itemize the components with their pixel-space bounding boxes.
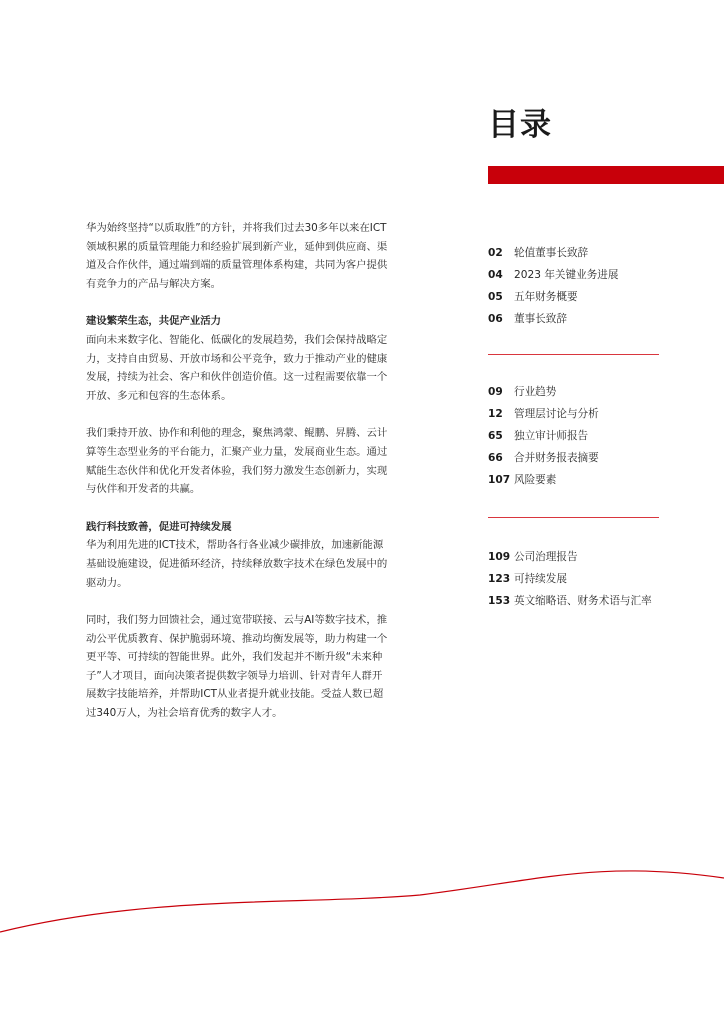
toc-label: 2023 年关键业务进展 [514,269,619,281]
toc-item[interactable] [488,568,724,590]
toc-page-number: 12 [488,408,503,420]
toc-page-number: 06 [488,313,503,325]
decorative-wave-line [0,840,724,950]
toc-label: 独立审计师报告 [514,430,589,442]
tech-paragraph-2: 同时，我们努力回馈社会，通过宽带联接、云与AI等数字技术，推动公平优质教育、保护脆弱环境、推动均衡发展等，助力构建一个更平等、可持续的智能世界。此外，我们发起并不断升级“未来种子”人才项目，面向决策者提供数字领导力培训、针对青年人群开展数字技能培养，并帮助ICT从业者提升就业技能。受益人数已超过340万人，为社会培育优秀的数字人才。 [86,614,388,720]
toc-item[interactable] [488,308,724,330]
title-accent-bar [488,166,724,184]
toc-item[interactable] [488,286,724,308]
toc-label: 轮值董事长致辞 [514,247,589,259]
toc-page-number: 65 [488,430,503,442]
toc-item[interactable] [488,590,724,612]
toc-label: 五年财务概要 [514,291,578,303]
toc-label: 可持续发展 [514,573,567,585]
ecosystem-paragraph-1: 面向未来数字化、智能化、低碳化的发展趋势，我们会保持战略定力，支持自由贸易、开放市场和公平竞争，致力于推动产业的健康发展，持续为社会、客户和伙伴创造价值。这一过程需要依靠一个开放、多元和包容的生态体系。 [86,333,388,402]
body-text [86,219,388,742]
toc-item[interactable] [488,546,724,568]
toc-item[interactable] [488,403,724,425]
toc-label: 合并财务报表摘要 [514,452,599,464]
toc-page-number: 04 [488,269,503,281]
toc-page-number: 109 [488,551,511,563]
toc-item[interactable] [488,425,724,447]
toc-item[interactable] [488,381,724,403]
toc-page-number: 123 [488,573,511,585]
page-title: 目录 [488,107,552,143]
toc-group-2 [488,381,724,491]
toc-page-number: 02 [488,247,503,259]
tech-heading: 践行科技致善，促进可持续发展 [86,520,232,533]
toc-label: 英文缩略语、财务术语与汇率 [514,595,652,607]
toc-divider [488,517,659,518]
toc-item[interactable] [488,469,724,491]
toc-page-number: 153 [488,595,511,607]
toc-label: 董事长致辞 [514,313,567,325]
toc-page-number: 66 [488,452,503,464]
toc-item[interactable] [488,242,724,264]
toc-group-1 [488,242,724,330]
toc-item[interactable] [488,264,724,286]
toc-label: 风险要素 [514,474,557,486]
toc-label: 行业趋势 [514,386,557,398]
toc-item[interactable] [488,447,724,469]
toc-label: 公司治理报告 [514,551,578,563]
toc-page-number: 09 [488,386,503,398]
ecosystem-paragraph-2: 我们秉持开放、协作和利他的理念，聚焦鸿蒙、鲲鹏、昇腾、云计算等生态型业务的平台能力，汇聚产业力量，发展商业生态。通过赋能生态伙伴和优化开发者体验，我们努力激发生态创新力，实现与伙伴和开发者的共赢。 [86,427,388,496]
toc-page-number: 05 [488,291,503,303]
toc-label: 管理层讨论与分析 [514,408,599,420]
toc-divider [488,354,659,355]
tech-paragraph-1: 华为利用先进的ICT技术，帮助各行各业减少碳排放，加速新能源基础设施建设，促进循环经济，持续释放数字技术在绿色发展中的驱动力。 [86,539,388,589]
toc-page-number: 107 [488,474,511,486]
intro-paragraph: 华为始终坚持“以质取胜”的方针，并将我们过去30多年以来在ICT领域积累的质量管理能力和经验扩展到新产业，延伸到供应商、渠道及合作伙伴，通过端到端的质量管理体系构建，共同为客户提供有竞争力的产品与解决方案。 [86,222,388,290]
ecosystem-heading: 建设繁荣生态，共促产业活力 [86,315,222,328]
toc-group-3 [488,546,724,612]
